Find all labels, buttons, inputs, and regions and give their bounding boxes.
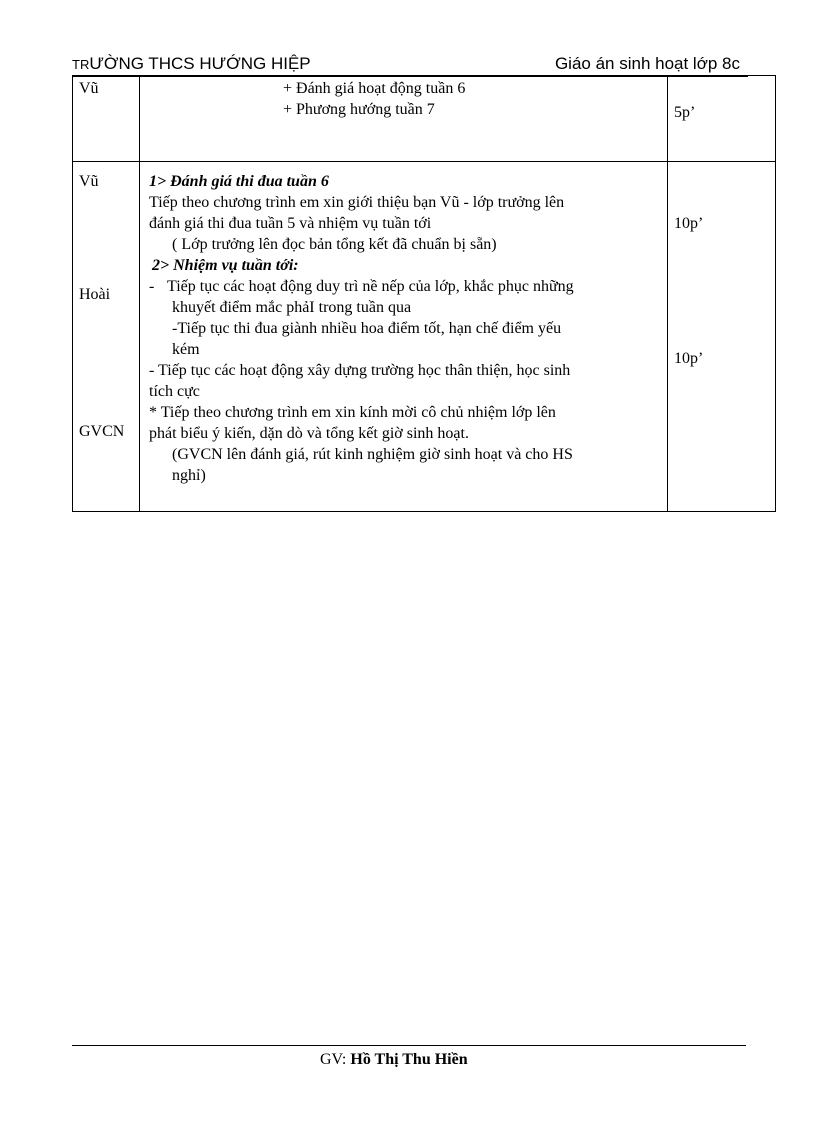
person-name: Vũ — [79, 80, 99, 97]
content-line: khuyết điểm mắc phảI trong tuần qua — [172, 299, 412, 316]
agenda-line: + Phương hướng tuần 7 — [283, 101, 435, 118]
content-line: - Tiếp tục các hoạt động xây dựng trường học thân thiện, học sinh — [149, 362, 571, 379]
activity-table — [72, 75, 776, 512]
person-name: GVCN — [79, 423, 125, 440]
table-row — [73, 162, 776, 512]
section-heading: 1> Đánh giá thi đua tuần 6 — [149, 173, 329, 190]
content-line: Tiếp theo chương trình em xin giới thiệu bạn Vũ - lớp trưởng lên — [149, 194, 565, 211]
teacher-name: Hồ Thị Thu Hiền — [350, 1051, 468, 1068]
section-heading: 2> Nhiệm vụ tuần tới: — [152, 257, 299, 274]
content-line-text: Tiếp tục các hoạt động duy trì nề nếp của lớp, khắc phục những — [167, 278, 574, 295]
school-name-lead: TR — [72, 57, 90, 72]
time-cell — [668, 162, 776, 512]
agenda-line: + Đánh giá hoạt động tuần 6 — [283, 80, 466, 97]
person-name: Hoài — [79, 286, 111, 303]
content-line — [140, 276, 667, 297]
content-line: -Tiếp tục thi đua giành nhiều hoa điểm tốt, hạn chế điểm yếu — [172, 320, 562, 337]
person-name: Vũ — [79, 173, 99, 190]
content-cell — [140, 162, 668, 512]
content-line: phát biểu ý kiến, dặn dò và tổng kết giờ sinh hoạt. — [149, 425, 469, 442]
time-value: 10p’ — [674, 215, 704, 232]
content-line: đánh giá thi đua tuần 5 và nhiệm vụ tuần tới — [149, 215, 432, 232]
school-name-rest: ƯỜNG THCS HƯỚNG HIỆP — [89, 54, 311, 73]
time-value: 5p’ — [674, 104, 696, 121]
person-cell — [73, 162, 140, 512]
plan-title: Giáo án sinh hoạt lớp 8c — [554, 54, 740, 73]
content-line: tích cực — [149, 383, 200, 400]
content-line: (GVCN lên đánh giá, rút kinh nghiệm giờ sinh hoạt và cho HS — [172, 446, 573, 463]
footer-divider — [72, 1045, 746, 1046]
content-line: ( Lớp trưởng lên đọc bản tổng kết đã chuẩn bị sẵn) — [172, 236, 497, 253]
table-row — [73, 76, 776, 162]
page-header — [72, 54, 748, 77]
content-cell — [140, 76, 668, 162]
time-value: 10p’ — [674, 350, 704, 367]
person-cell — [73, 76, 140, 162]
page-footer — [320, 1051, 468, 1069]
content-line: kém — [172, 341, 200, 358]
school-name — [72, 54, 311, 74]
list-dash: - — [149, 278, 155, 295]
content-line: * Tiếp theo chương trình em xin kính mời cô chủ nhiệm lớp lên — [149, 404, 556, 421]
content-line: nghỉ) — [172, 467, 206, 484]
time-cell — [668, 76, 776, 162]
footer-prefix: GV: — [320, 1051, 347, 1068]
